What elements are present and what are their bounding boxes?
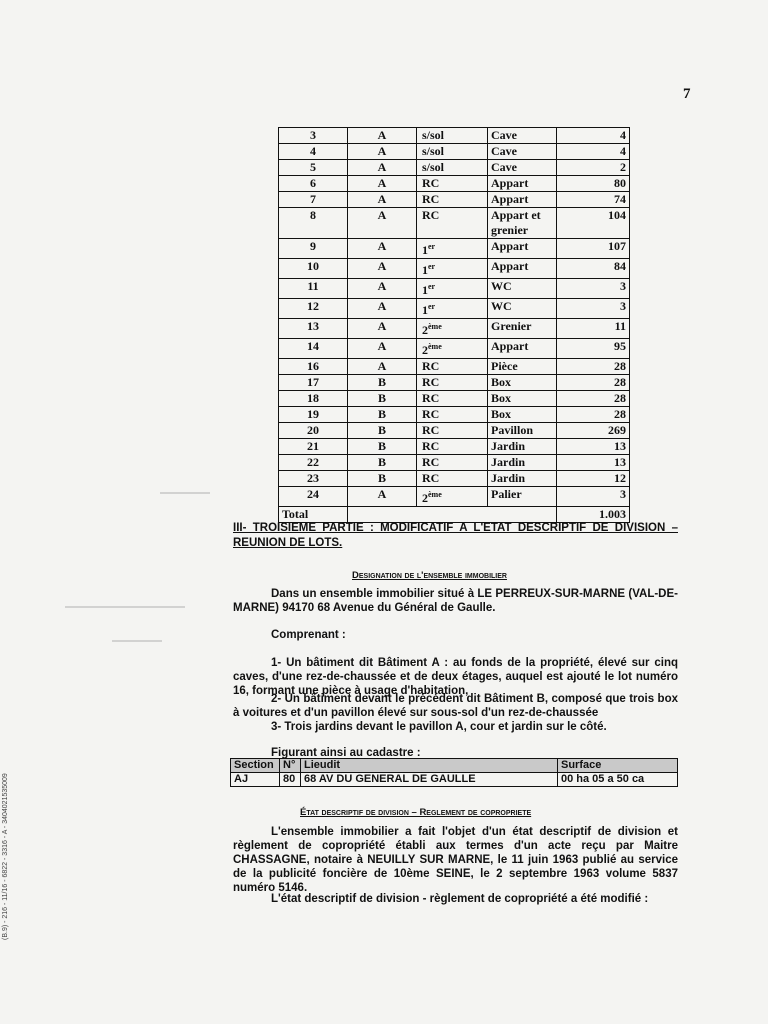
scan-smudge [112, 640, 162, 642]
ordinal-suffix: ème [428, 342, 442, 351]
ordinal-suffix: er [428, 262, 436, 271]
cell-tantiemes: 84 [557, 259, 630, 279]
cadastre-header-row [231, 759, 678, 773]
cell-tantiemes: 269 [557, 423, 630, 439]
cell-level: RC [417, 455, 488, 471]
cadastre-lieudit: 68 AV DU GENERAL DE GAULLE [301, 773, 558, 787]
cell-lot-number: 11 [279, 279, 348, 299]
lots-table-row [279, 192, 630, 208]
cell-lot-number: 24 [279, 487, 348, 507]
lots-table-row [279, 176, 630, 192]
scan-smudge [65, 606, 185, 608]
lots-table-row [279, 208, 630, 239]
cell-building: B [348, 455, 417, 471]
cell-tantiemes: 3 [557, 279, 630, 299]
cell-tantiemes: 3 [557, 299, 630, 319]
cell-lot-number: 3 [279, 128, 348, 144]
cell-building: B [348, 439, 417, 455]
cell-nature: Appart [488, 192, 557, 208]
lots-table [278, 127, 630, 523]
cell-tantiemes: 28 [557, 391, 630, 407]
cell-tantiemes: 11 [557, 319, 630, 339]
lots-table-row [279, 375, 630, 391]
lots-table-row [279, 259, 630, 279]
cell-building: A [348, 176, 417, 192]
cell-nature: WC [488, 299, 557, 319]
cell-tantiemes: 74 [557, 192, 630, 208]
lots-table-row [279, 279, 630, 299]
cell-building: B [348, 471, 417, 487]
lots-table-row [279, 423, 630, 439]
cell-nature: Appart et grenier [488, 208, 557, 239]
lots-table-row [279, 471, 630, 487]
cell-lot-number: 20 [279, 423, 348, 439]
lots-table-row [279, 319, 630, 339]
cell-nature: Cave [488, 160, 557, 176]
lots-table-row [279, 359, 630, 375]
cell-level: s/sol [417, 128, 488, 144]
cell-tantiemes: 104 [557, 208, 630, 239]
cell-lot-number: 6 [279, 176, 348, 192]
cell-level: RC [417, 391, 488, 407]
cell-building: A [348, 192, 417, 208]
cell-nature: Appart [488, 259, 557, 279]
cell-lot-number: 7 [279, 192, 348, 208]
cell-level: RC [417, 423, 488, 439]
cell-nature: Pièce [488, 359, 557, 375]
lots-table-row [279, 144, 630, 160]
cell-tantiemes: 13 [557, 439, 630, 455]
cell-building: B [348, 407, 417, 423]
side-stamp [0, 760, 18, 940]
lots-table-row [279, 339, 630, 359]
cell-nature: Box [488, 375, 557, 391]
cell-nature: Palier [488, 487, 557, 507]
cell-level: RC [417, 208, 488, 239]
cell-nature: Box [488, 407, 557, 423]
etat-title: État descriptif de division – Reglement de copropriete [300, 807, 532, 818]
cell-lot-number: 8 [279, 208, 348, 239]
cell-tantiemes: 28 [557, 407, 630, 423]
cell-tantiemes: 107 [557, 239, 630, 259]
ordinal-suffix: er [428, 282, 436, 291]
cell-nature: Appart [488, 339, 557, 359]
cell-building: B [348, 391, 417, 407]
item-3: 3- Trois jardins devant le pavillon A, cour et jardin sur le côté. [271, 721, 607, 733]
lots-table-row [279, 487, 630, 507]
lots-table-row [279, 299, 630, 319]
lots-table-row [279, 239, 630, 259]
cell-level: RC [417, 439, 488, 455]
cell-building: A [348, 487, 417, 507]
cell-level: 1er [417, 239, 488, 259]
cell-nature: Appart [488, 176, 557, 192]
cell-nature: Box [488, 391, 557, 407]
cadastre-header-lieudit: Lieudit [301, 759, 558, 773]
cell-level: 1er [417, 279, 488, 299]
cell-building: A [348, 239, 417, 259]
cell-building: A [348, 279, 417, 299]
cell-lot-number: 18 [279, 391, 348, 407]
section-heading: III- TROISIEME PARTIE : MODIFICATIF A L'ETAT DESCRIPTIF DE DIVISION – REUNION DE LOTS. [233, 522, 678, 549]
lots-table-row [279, 455, 630, 471]
cell-lot-number: 21 [279, 439, 348, 455]
cell-tantiemes: 80 [557, 176, 630, 192]
cell-building: A [348, 144, 417, 160]
ordinal-suffix: ème [428, 490, 442, 499]
total-label: Total [279, 507, 348, 523]
cadastre-row [231, 773, 678, 787]
cell-tantiemes: 4 [557, 128, 630, 144]
page-number: 7 [683, 86, 691, 102]
intro-text: Dans un ensemble immobilier situé à LE PERREUX-SUR-MARNE (VAL-DE-MARNE) 94170 68 Avenue du Général de Gaulle. [233, 588, 678, 614]
cell-nature: Cave [488, 144, 557, 160]
total-value: 1.003 [557, 507, 630, 523]
item-2-text: 2- Un bâtiment devant le précédent dit Bâtiment B, composé que trois box à voitures et d'un pavillon élevé sur sous-sol d'un rez-de-chaussée [233, 693, 678, 719]
lots-table-row [279, 407, 630, 423]
side-stamp-text: (B.9) - 216 - 11/16 - 6822 - 3316 - A - 3404021535009 [2, 773, 9, 940]
cell-lot-number: 5 [279, 160, 348, 176]
cell-tantiemes: 4 [557, 144, 630, 160]
cell-level: s/sol [417, 144, 488, 160]
cell-building: A [348, 299, 417, 319]
cell-lot-number: 4 [279, 144, 348, 160]
cell-nature: Appart [488, 239, 557, 259]
cell-tantiemes: 12 [557, 471, 630, 487]
cadastre-header-section: Section [231, 759, 280, 773]
etat-paragraph-2: L'état descriptif de division - règlement de copropriété a été modifié : [271, 893, 649, 905]
cell-nature: Jardin [488, 455, 557, 471]
designation-title: Designation de l'ensemble immobilier [352, 570, 507, 581]
cell-building: A [348, 319, 417, 339]
cell-tantiemes: 13 [557, 455, 630, 471]
cell-level: RC [417, 375, 488, 391]
cell-lot-number: 9 [279, 239, 348, 259]
item-1-text: 1- Un bâtiment dit Bâtiment A : au fonds de la propriété, élevé sur cinq caves, d'une rez-de-chaussée et de deux étages, auquel est ajouté le lot numéro 16, formant une pièce à usage d'habitation, [233, 657, 678, 697]
cell-tantiemes: 3 [557, 487, 630, 507]
cell-level: 2ème [417, 339, 488, 359]
cell-lot-number: 14 [279, 339, 348, 359]
etat-paragraph-1 [233, 825, 678, 895]
cell-building: A [348, 160, 417, 176]
cell-level: s/sol [417, 160, 488, 176]
figurant-label: Figurant ainsi au cadastre : [271, 747, 421, 759]
cell-building: A [348, 339, 417, 359]
cell-nature: Jardin [488, 471, 557, 487]
cadastre-number: 80 [280, 773, 301, 787]
cell-nature: Jardin [488, 439, 557, 455]
cell-tantiemes: 2 [557, 160, 630, 176]
comprenant-label: Comprenant : [271, 629, 346, 641]
intro-paragraph [233, 587, 678, 615]
cadastre-surface: 00 ha 05 a 50 ca [558, 773, 678, 787]
lots-table-row [279, 128, 630, 144]
cell-level: RC [417, 359, 488, 375]
cell-tantiemes: 28 [557, 359, 630, 375]
cadastre-section: AJ [231, 773, 280, 787]
cell-lot-number: 10 [279, 259, 348, 279]
lots-table-body [279, 128, 630, 507]
cell-level: RC [417, 471, 488, 487]
cell-building: A [348, 128, 417, 144]
cell-lot-number: 22 [279, 455, 348, 471]
lots-table-row [279, 439, 630, 455]
cell-nature: Cave [488, 128, 557, 144]
cell-tantiemes: 28 [557, 375, 630, 391]
cadastre-table [230, 758, 678, 787]
cadastre-header-surface: Surface [558, 759, 678, 773]
ordinal-suffix: er [428, 302, 436, 311]
lots-table-row [279, 160, 630, 176]
cell-level: RC [417, 176, 488, 192]
cadastre-header-number: N° [280, 759, 301, 773]
cell-building: A [348, 359, 417, 375]
lots-table-row [279, 391, 630, 407]
cell-level: 2ème [417, 487, 488, 507]
item-2 [233, 692, 678, 720]
etat-paragraph-1-text: L'ensemble immobilier a fait l'objet d'un état descriptif de division et règlement de copropriété établi aux termes d'un acte reçu par Maitre CHASSAGNE, notaire à NEUILLY SUR MARNE, le 11 juin 1963 publié au service de la publicité foncière de 10ème SEINE, le 2 septembre 1963 volume 5837 numéro 5146. [233, 826, 678, 894]
ordinal-suffix: ème [428, 322, 442, 331]
cell-lot-number: 16 [279, 359, 348, 375]
scan-smudge [160, 492, 210, 494]
cell-nature: Grenier [488, 319, 557, 339]
cell-nature: Pavillon [488, 423, 557, 439]
cell-level: 1er [417, 299, 488, 319]
cell-level: RC [417, 407, 488, 423]
cell-lot-number: 23 [279, 471, 348, 487]
cell-lot-number: 13 [279, 319, 348, 339]
cell-level: 1er [417, 259, 488, 279]
cell-tantiemes: 95 [557, 339, 630, 359]
cell-building: A [348, 259, 417, 279]
cell-lot-number: 12 [279, 299, 348, 319]
cell-building: B [348, 375, 417, 391]
cell-building: A [348, 208, 417, 239]
cell-lot-number: 17 [279, 375, 348, 391]
cell-building: B [348, 423, 417, 439]
ordinal-suffix: er [428, 242, 436, 251]
cell-lot-number: 19 [279, 407, 348, 423]
cell-nature: WC [488, 279, 557, 299]
cell-level: RC [417, 192, 488, 208]
cell-level: 2ème [417, 319, 488, 339]
